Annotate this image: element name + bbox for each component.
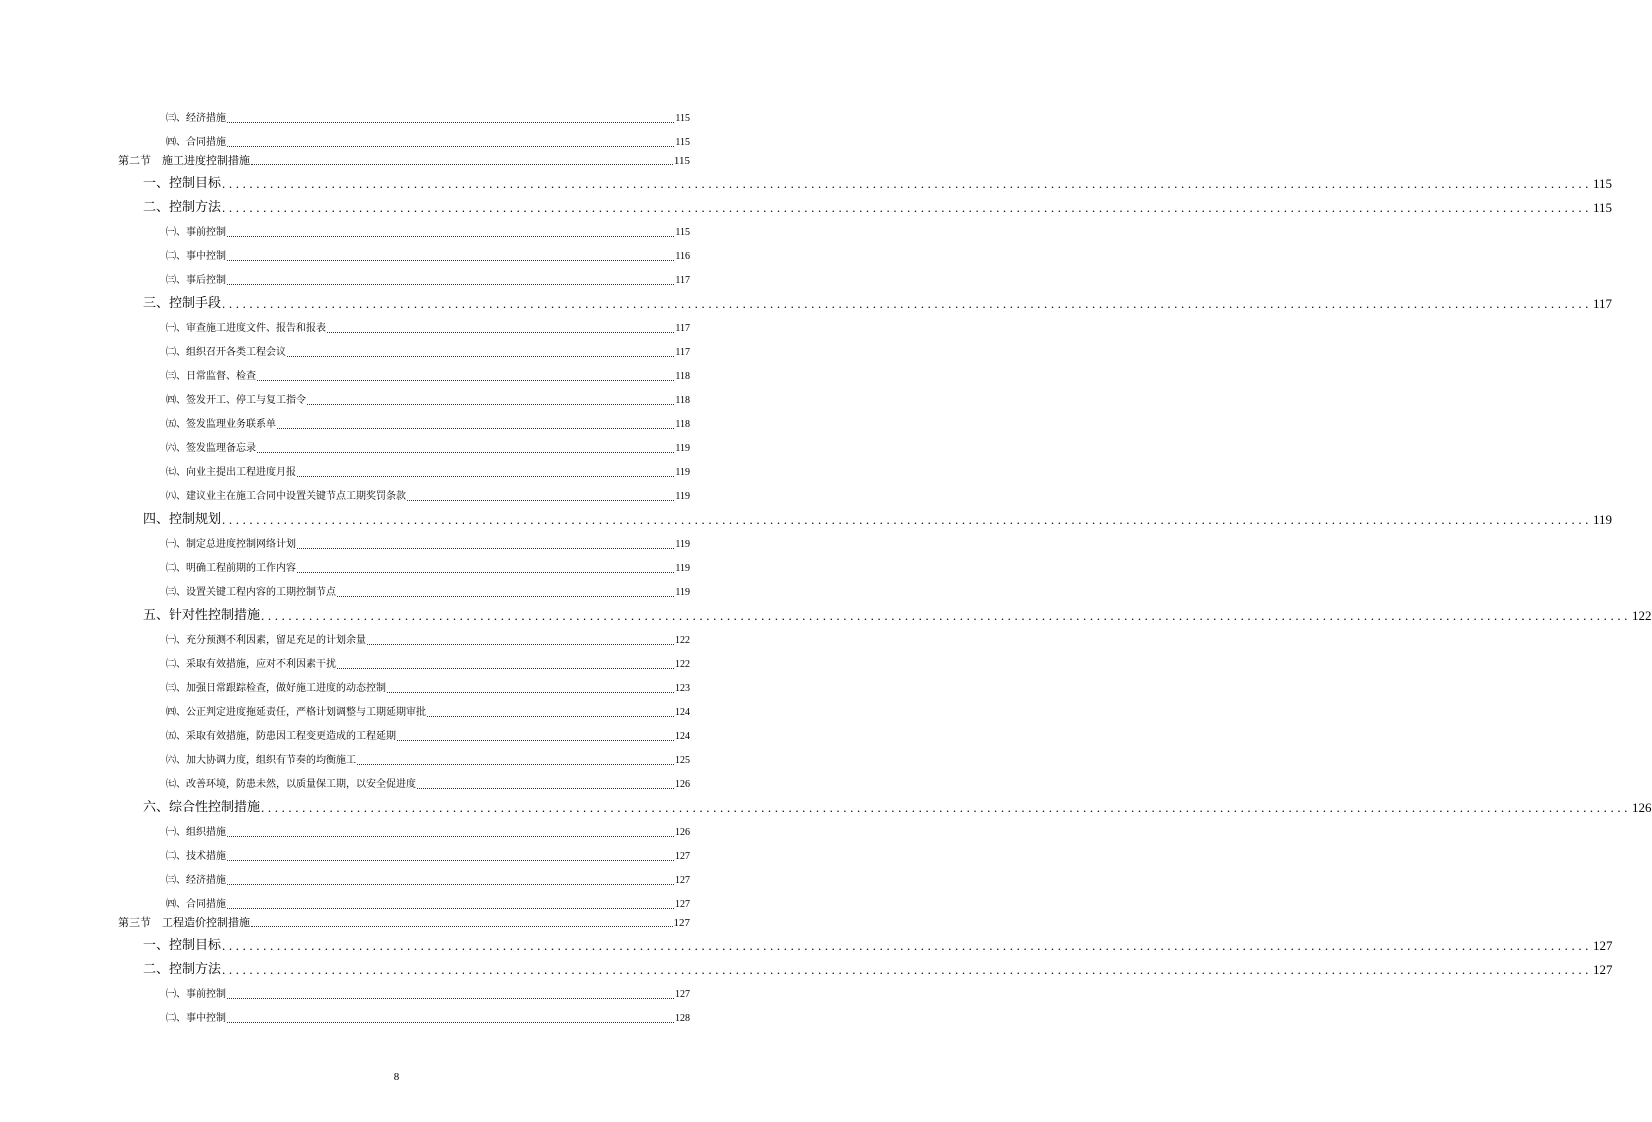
dot-leader <box>227 236 674 237</box>
toc-entry-page: 125 <box>675 755 690 766</box>
toc-entry-title: ㈧、建议业主在施工合同中设置关键节点工期奖罚条款 <box>166 491 406 502</box>
toc-entry-page: 127 <box>675 875 690 886</box>
dot-leader: ........................................................................................................................................................................................................ <box>222 296 1593 311</box>
toc-section-entry[interactable] <box>118 150 690 168</box>
dot-leader <box>227 908 674 909</box>
toc-entry-title: ㈣、签发开工、停工与复工指令 <box>166 395 306 406</box>
toc-heading-entry[interactable] <box>143 504 1613 528</box>
toc-subheading-entry[interactable] <box>166 744 690 768</box>
toc-entry-title: ㈡、组织召开各类工程会议 <box>166 347 286 358</box>
toc-entry-title: ㈠、审查施工进度文件、报告和报表 <box>166 323 326 334</box>
toc-entry-page: 123 <box>675 683 690 694</box>
toc-subheading-entry[interactable] <box>166 216 690 240</box>
toc-entry-page: 117 <box>675 323 690 334</box>
toc-entry-title: ㈤、采取有效措施，防患因工程变更造成的工程延期 <box>166 731 396 742</box>
toc-entry-title: ㈢、设置关键工程内容的工期控制节点 <box>166 587 336 598</box>
toc-entry-page: 115 <box>1593 176 1613 191</box>
toc-subheading-entry[interactable] <box>166 456 690 480</box>
dot-leader <box>227 146 674 147</box>
toc-entry-page: 118 <box>675 419 690 430</box>
dot-leader: ........................................................................................................................................................................................................ <box>261 608 1632 623</box>
toc-entry-title: ㈠、事前控制 <box>166 989 226 1000</box>
toc-entry-page: 117 <box>1593 296 1613 311</box>
toc-entry-title: 四、控制规划 <box>143 512 222 527</box>
dot-leader <box>227 998 674 999</box>
dot-leader <box>367 644 674 645</box>
toc-entry-title: ㈡、事中控制 <box>166 1013 226 1024</box>
toc-heading-entry[interactable] <box>143 954 1613 978</box>
toc-entry-title: 五、针对性控制措施 <box>143 608 261 623</box>
dot-leader <box>227 884 674 885</box>
toc-entry-page: 122 <box>1632 608 1652 623</box>
toc-subheading-entry[interactable] <box>166 480 690 504</box>
dot-leader: ........................................................................................................................................................................................................ <box>222 176 1593 191</box>
toc-entry-title: ㈣、公正判定进度拖延责任，严格计划调整与工期延期审批 <box>166 707 426 718</box>
dot-leader <box>407 500 674 501</box>
toc-entry-page: 119 <box>675 443 690 454</box>
toc-entry-page: 118 <box>675 371 690 382</box>
toc-entry-page: 127 <box>675 851 690 862</box>
toc-entry-page: 128 <box>675 1013 690 1024</box>
dot-leader: ........................................................................................................................................................................................................ <box>222 962 1593 977</box>
toc-entry-page: 119 <box>675 491 690 502</box>
toc-subheading-entry[interactable] <box>166 624 690 648</box>
toc-entry-title: 一、控制目标 <box>143 176 222 191</box>
dot-leader <box>297 572 674 573</box>
toc-entry-title: ㈡、事中控制 <box>166 251 226 262</box>
toc-entry-title: ㈢、经济措施 <box>166 113 226 124</box>
toc-subheading-entry[interactable] <box>166 840 690 864</box>
toc-entry-title: 六、综合性控制措施 <box>143 800 261 815</box>
dot-leader <box>307 404 674 405</box>
toc-subheading-entry[interactable] <box>166 408 690 432</box>
toc-entry-page: 122 <box>675 659 690 670</box>
toc-heading-entry[interactable] <box>143 288 1613 312</box>
toc-entry-title: ㈢、事后控制 <box>166 275 226 286</box>
toc-heading-entry[interactable] <box>143 792 1652 816</box>
toc-entry-title: ㈢、日常监督、检查 <box>166 371 256 382</box>
toc-entry-page: 115 <box>675 113 690 124</box>
dot-leader <box>227 860 674 861</box>
toc-heading-entry[interactable] <box>143 192 1613 216</box>
toc-entry-title: ㈠、组织措施 <box>166 827 226 838</box>
dot-leader <box>257 380 674 381</box>
dot-leader <box>251 926 673 927</box>
toc-section-entry[interactable] <box>118 912 690 930</box>
toc-entry-page: 127 <box>675 989 690 1000</box>
dot-leader: ........................................................................................................................................................................................................ <box>222 938 1593 953</box>
toc-subheading-entry[interactable] <box>166 360 690 384</box>
toc-entry-title: ㈠、制定总进度控制网络计划 <box>166 539 296 550</box>
toc-subheading-entry[interactable] <box>166 528 690 552</box>
toc-subheading-entry[interactable] <box>166 264 690 288</box>
toc-subheading-entry[interactable] <box>166 102 690 126</box>
toc-entry-title: 第二节 施工进度控制措施 <box>118 155 250 167</box>
toc-subheading-entry[interactable] <box>166 672 690 696</box>
dot-leader <box>417 788 674 789</box>
toc-entry-page: 126 <box>1632 800 1652 815</box>
toc-heading-entry[interactable] <box>143 170 1613 192</box>
toc-subheading-entry[interactable] <box>166 720 690 744</box>
toc-entry-title: ㈡、明确工程前期的工作内容 <box>166 563 296 574</box>
dot-leader <box>227 260 674 261</box>
dot-leader <box>287 356 674 357</box>
dot-leader: ........................................................................................................................................................................................................ <box>261 800 1632 815</box>
page-number: 8 <box>393 1071 400 1083</box>
toc-subheading-entry[interactable] <box>166 576 690 600</box>
toc-subheading-entry[interactable] <box>166 864 690 888</box>
dot-leader <box>227 1022 674 1023</box>
table-of-contents <box>0 102 1652 1026</box>
toc-entry-page: 119 <box>675 467 690 478</box>
dot-leader <box>297 476 674 477</box>
toc-entry-page: 116 <box>675 251 690 262</box>
toc-entry-page: 115 <box>673 155 690 167</box>
toc-entry-page: 119 <box>675 587 690 598</box>
dot-leader <box>387 692 674 693</box>
toc-entry-page: 127 <box>1593 962 1613 977</box>
toc-entry-title: ㈢、加强日常跟踪检查，做好施工进度的动态控制 <box>166 683 386 694</box>
toc-entry-page: 119 <box>675 563 690 574</box>
toc-heading-entry[interactable] <box>143 932 1613 954</box>
dot-leader: ........................................................................................................................................................................................................ <box>222 200 1593 215</box>
toc-entry-title: ㈥、签发监理备忘录 <box>166 443 256 454</box>
toc-entry-title: ㈦、向业主提出工程进度月报 <box>166 467 296 478</box>
toc-subheading-entry[interactable] <box>166 432 690 456</box>
toc-entry-page: 115 <box>675 227 690 238</box>
dot-leader <box>227 122 674 123</box>
toc-subheading-entry[interactable] <box>166 648 690 672</box>
toc-entry-page: 124 <box>675 731 690 742</box>
toc-subheading-entry[interactable] <box>166 978 690 1002</box>
dot-leader <box>277 428 674 429</box>
dot-leader <box>227 284 674 285</box>
dot-leader <box>427 716 674 717</box>
toc-subheading-entry[interactable] <box>166 126 690 150</box>
dot-leader <box>257 452 674 453</box>
toc-subheading-entry[interactable] <box>166 1002 690 1026</box>
dot-leader <box>327 332 674 333</box>
toc-subheading-entry[interactable] <box>166 384 690 408</box>
dot-leader <box>397 740 674 741</box>
toc-entry-page: 127 <box>675 899 690 910</box>
toc-subheading-entry[interactable] <box>166 552 690 576</box>
dot-leader: ........................................................................................................................................................................................................ <box>222 512 1593 527</box>
toc-subheading-entry[interactable] <box>166 336 690 360</box>
toc-entry-title: 二、控制方法 <box>143 962 222 977</box>
toc-entry-page: 115 <box>1593 200 1613 215</box>
toc-entry-title: ㈣、合同措施 <box>166 899 226 910</box>
toc-entry-title: ㈡、技术措施 <box>166 851 226 862</box>
toc-entry-page: 127 <box>1593 938 1613 953</box>
toc-entry-page: 124 <box>675 707 690 718</box>
toc-entry-title: 第三节 工程造价控制措施 <box>118 917 250 929</box>
toc-heading-entry[interactable] <box>143 600 1652 624</box>
toc-subheading-entry[interactable] <box>166 312 690 336</box>
toc-subheading-entry[interactable] <box>166 696 690 720</box>
toc-entry-title: ㈠、充分预测不利因素，留足充足的计划余量 <box>166 635 366 646</box>
toc-entry-title: ㈠、事前控制 <box>166 227 226 238</box>
toc-entry-title: ㈣、合同措施 <box>166 137 226 148</box>
toc-subheading-entry[interactable] <box>166 888 690 912</box>
toc-entry-page: 119 <box>1593 512 1613 527</box>
toc-subheading-entry[interactable] <box>166 816 690 840</box>
toc-entry-title: ㈤、签发监理业务联系单 <box>166 419 276 430</box>
dot-leader <box>337 596 674 597</box>
toc-entry-page: 119 <box>675 539 690 550</box>
toc-entry-page: 126 <box>675 827 690 838</box>
toc-entry-page: 122 <box>675 635 690 646</box>
toc-entry-title: 二、控制方法 <box>143 200 222 215</box>
toc-entry-title: ㈡、采取有效措施，应对不利因素干扰 <box>166 659 336 670</box>
toc-entry-page: 126 <box>675 779 690 790</box>
toc-subheading-entry[interactable] <box>166 240 690 264</box>
dot-leader <box>357 764 674 765</box>
toc-entry-page: 117 <box>675 347 690 358</box>
toc-entry-title: ㈦、改善环境，防患未然，以质量保工期，以安全促进度 <box>166 779 416 790</box>
toc-entry-title: ㈥、加大协调力度，组织有节奏的均衡施工 <box>166 755 356 766</box>
toc-entry-title: ㈢、经济措施 <box>166 875 226 886</box>
toc-entry-page: 117 <box>675 275 690 286</box>
toc-entry-page: 115 <box>675 137 690 148</box>
toc-entry-title: 三、控制手段 <box>143 296 222 311</box>
toc-subheading-entry[interactable] <box>166 768 690 792</box>
dot-leader <box>297 548 674 549</box>
dot-leader <box>227 836 674 837</box>
dot-leader <box>337 668 674 669</box>
toc-entry-page: 118 <box>675 395 690 406</box>
dot-leader <box>251 164 673 165</box>
toc-entry-title: 一、控制目标 <box>143 938 222 953</box>
toc-entry-page: 127 <box>673 917 690 929</box>
